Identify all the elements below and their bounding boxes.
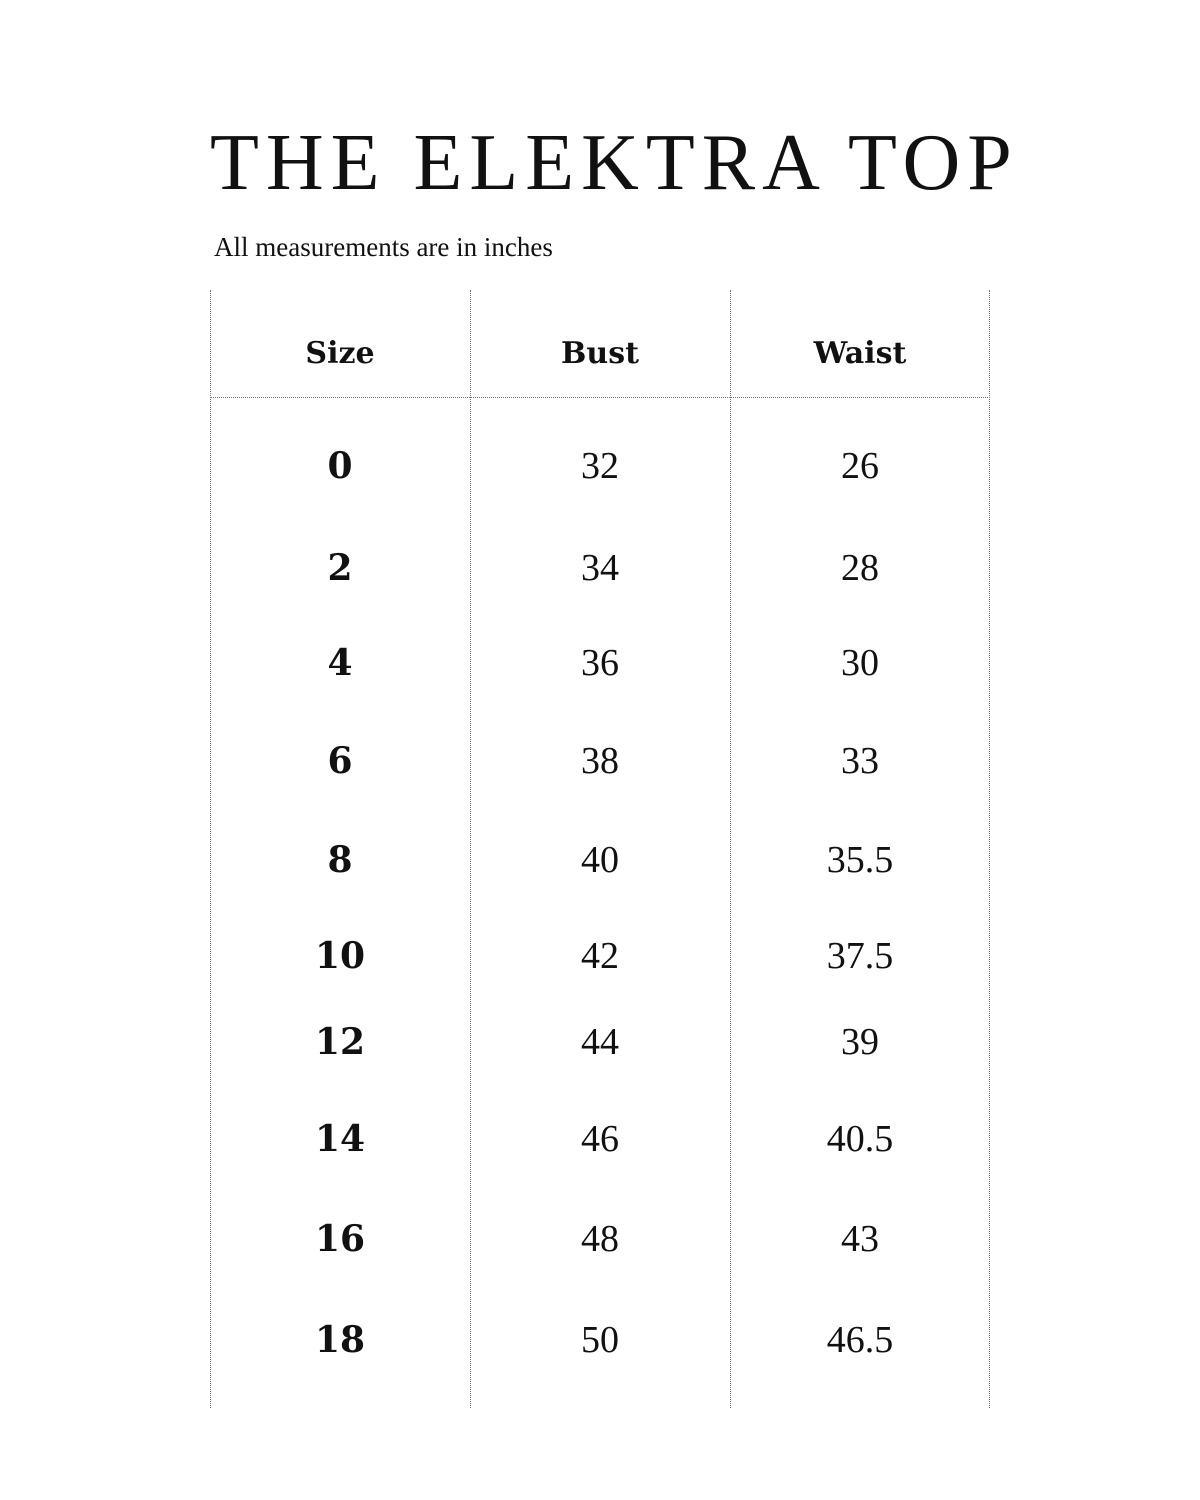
cell-waist: 40.5 — [826, 1118, 894, 1160]
cell-size: 0 — [327, 445, 353, 487]
cell-bust: 38 — [581, 740, 619, 782]
size-chart-table — [210, 290, 990, 1408]
cell-bust: 46 — [581, 1118, 619, 1160]
header-bust: Bust — [561, 336, 639, 371]
cell-bust: 48 — [581, 1218, 619, 1260]
cell-bust: 32 — [581, 445, 619, 487]
cell-bust: 42 — [581, 935, 619, 977]
cell-size: 14 — [314, 1118, 366, 1160]
header-waist: Waist — [813, 336, 907, 371]
cell-waist: 30 — [841, 642, 879, 684]
measurement-note: All measurements are in inches — [214, 232, 553, 262]
header-divider — [210, 397, 990, 398]
cell-waist: 33 — [841, 740, 879, 782]
cell-size: 6 — [327, 740, 353, 782]
cell-size: 10 — [314, 935, 366, 977]
cell-size: 16 — [314, 1218, 366, 1260]
cell-bust: 36 — [581, 642, 619, 684]
cell-waist: 39 — [841, 1021, 879, 1063]
cell-bust: 44 — [581, 1021, 619, 1063]
header-size: Size — [305, 336, 375, 371]
cell-size: 18 — [314, 1319, 366, 1361]
cell-waist: 28 — [841, 547, 879, 589]
cell-size: 2 — [327, 547, 353, 589]
cell-size: 8 — [327, 839, 353, 881]
cell-size: 12 — [314, 1021, 366, 1063]
cell-waist: 35.5 — [826, 839, 894, 881]
cell-waist: 26 — [841, 445, 879, 487]
cell-bust: 50 — [581, 1319, 619, 1361]
cell-bust: 34 — [581, 547, 619, 589]
page-title: THE ELEKTRA TOP — [210, 119, 1019, 207]
cell-waist: 46.5 — [826, 1319, 894, 1361]
cell-bust: 40 — [581, 839, 619, 881]
cell-waist: 43 — [841, 1218, 879, 1260]
cell-waist: 37.5 — [826, 935, 894, 977]
cell-size: 4 — [327, 642, 353, 684]
